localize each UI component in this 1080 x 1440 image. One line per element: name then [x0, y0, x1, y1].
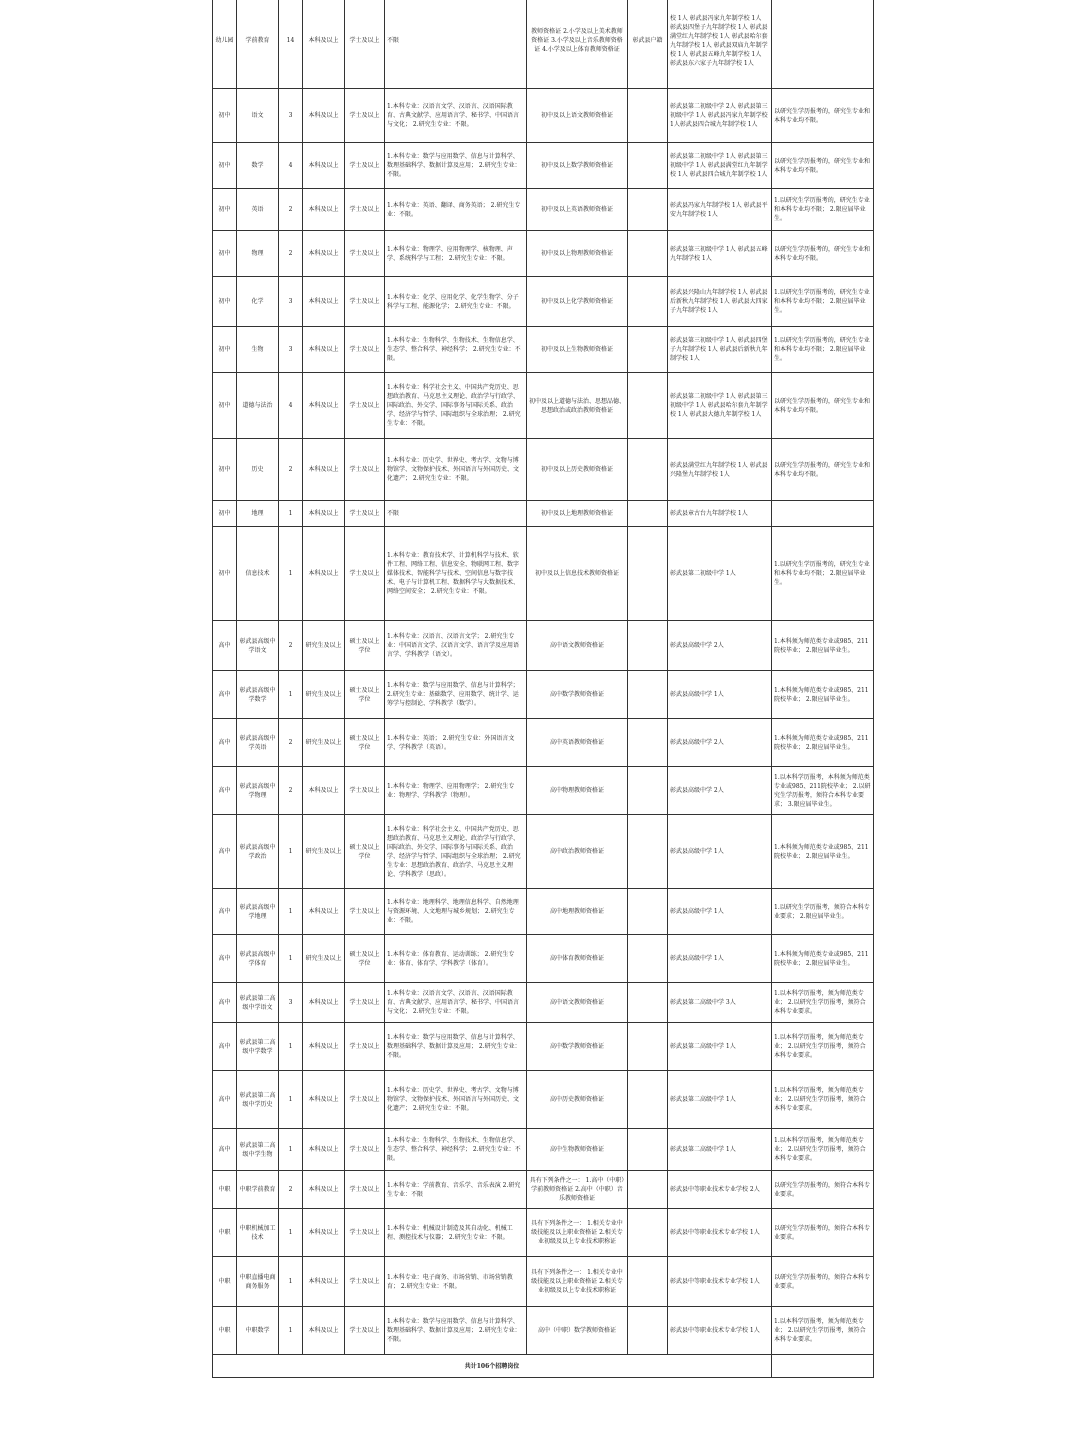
- household-cell: [628, 719, 668, 767]
- certificate-cell: 高中数学教师资格证: [527, 671, 628, 719]
- table-row: [213, 815, 874, 889]
- education-cell: 本科及以上: [303, 0, 345, 89]
- school-cell: 彰武县高级中学 2人: [668, 719, 772, 767]
- table-row: [213, 1171, 874, 1209]
- note-cell: 1.以本科学历报考，本科须为师范类专业或985、211院校毕业； 2.以研究生学历报考，须符合本科专业要求； 3.限应届毕业生。: [772, 767, 874, 815]
- subject-cell: 彰武县第二高级中学数学: [237, 1023, 279, 1071]
- count-cell: 1: [279, 1209, 303, 1257]
- major-cell: 1.本科专业：汉语言、汉语言文学； 2.研究生专业：中国语言文学、汉语言文学、语言学及应用语言学、学科教学（语文）。: [385, 621, 527, 671]
- count-cell: 14: [279, 0, 303, 89]
- certificate-cell: 高中地理教师资格证: [527, 889, 628, 935]
- school-cell: 彰武县第二初级中学 1人 彰武县第三初级中学 1人 彰武县哈尔套九年制学校 1人 彰武县大德九年制学校 1人: [668, 373, 772, 439]
- count-cell: 2: [279, 189, 303, 231]
- major-cell: 1.本科专业：英语、翻译、商务英语； 2.研究生专业：不限。: [385, 189, 527, 231]
- subject-cell: 彰武县高级中学地理: [237, 889, 279, 935]
- note-cell: 1.以本科学历报考，须为师范类专业； 2.以研究生学历报考，须符合本科专业要求。: [772, 1129, 874, 1171]
- subject-cell: 地理: [237, 501, 279, 527]
- count-cell: 4: [279, 373, 303, 439]
- household-cell: [628, 143, 668, 189]
- count-cell: 1: [279, 501, 303, 527]
- count-cell: 1: [279, 1023, 303, 1071]
- table-row: [213, 277, 874, 327]
- household-cell: [628, 1209, 668, 1257]
- count-cell: 2: [279, 767, 303, 815]
- level-cell: 高中: [213, 983, 237, 1023]
- note-cell: 1.以研究生学历报考，须符合本科专业要求； 2.限应届毕业生。: [772, 889, 874, 935]
- degree-cell: 硕士及以上学位: [345, 621, 385, 671]
- level-cell: 初中: [213, 143, 237, 189]
- table-row: [213, 767, 874, 815]
- major-cell: 1.本科专业：地理科学、地理信息科学、自然地理与资源环境、人文地理与城乡规划； 2.研究生专业：不限。: [385, 889, 527, 935]
- degree-cell: 学士及以上: [345, 327, 385, 373]
- note-cell: 以研究生学历报考的，研究生专业和本科专业均不限。: [772, 89, 874, 143]
- school-cell: 彰武县第二高级中学 1人: [668, 1129, 772, 1171]
- count-cell: 3: [279, 983, 303, 1023]
- certificate-cell: 具有下列条件之一： 1.相关专业中级技能及以上职业资格证 2.相关专业初级及以上专业技术职称证: [527, 1209, 628, 1257]
- table-row: [213, 1023, 874, 1071]
- major-cell: 1.本科专业：化学、应用化学、化学生物学、分子科学与工程、能源化学； 2.研究生专业：不限。: [385, 277, 527, 327]
- certificate-cell: 高中体育教师资格证: [527, 935, 628, 983]
- count-cell: 1: [279, 1071, 303, 1129]
- note-cell: [772, 501, 874, 527]
- table-row: [213, 1257, 874, 1307]
- school-cell: 彰武县兴隆山九年制学校 1人 彰武县后新秋九年制学校 1人 彰武县大四家子九年制学校 1人: [668, 277, 772, 327]
- major-cell: 1.本科专业：机械设计制造及其自动化、机械工程、测控技术与仪器； 2.研究生专业：不限。: [385, 1209, 527, 1257]
- level-cell: 高中: [213, 1071, 237, 1129]
- table-row: [213, 89, 874, 143]
- subject-cell: 物理: [237, 231, 279, 277]
- level-cell: 中职: [213, 1171, 237, 1209]
- certificate-cell: 初中及以上地理教师资格证: [527, 501, 628, 527]
- school-cell: 彰武县第二高级中学 1人: [668, 1023, 772, 1071]
- certificate-cell: 初中及以上历史教师资格证: [527, 439, 628, 501]
- degree-cell: 硕士及以上学位: [345, 935, 385, 983]
- table-row: [213, 671, 874, 719]
- count-cell: 1: [279, 815, 303, 889]
- note-cell: 以研究生学历报考的，须符合本科专业要求。: [772, 1209, 874, 1257]
- household-cell: [628, 89, 668, 143]
- subject-cell: 化学: [237, 277, 279, 327]
- subject-cell: 语文: [237, 89, 279, 143]
- note-cell: 以研究生学历报考的，研究生专业和本科专业均不限。: [772, 143, 874, 189]
- level-cell: 高中: [213, 935, 237, 983]
- certificate-cell: 初中及以上英语教师资格证: [527, 189, 628, 231]
- count-cell: 3: [279, 89, 303, 143]
- degree-cell: 学士及以上: [345, 1209, 385, 1257]
- degree-cell: 学士及以上: [345, 767, 385, 815]
- school-cell: 彰武县第二初级中学 2人 彰武县第三初级中学 1人 彰武县冯家九年制学校 1人彰武县四合城九年制学校 1人: [668, 89, 772, 143]
- level-cell: 初中: [213, 231, 237, 277]
- count-cell: 2: [279, 719, 303, 767]
- subject-cell: 中职数学: [237, 1307, 279, 1355]
- education-cell: 本科及以上: [303, 1171, 345, 1209]
- education-cell: 本科及以上: [303, 1257, 345, 1307]
- subject-cell: 彰武县第二高级中学历史: [237, 1071, 279, 1129]
- household-cell: [628, 815, 668, 889]
- note-cell: 1.本科须为师范类专业或985、211院校毕业； 2.限应届毕业生。: [772, 935, 874, 983]
- count-cell: 2: [279, 439, 303, 501]
- degree-cell: 硕士及以上学位: [345, 815, 385, 889]
- certificate-cell: 初中及以上语文教师资格证: [527, 89, 628, 143]
- school-cell: 彰武县中等职业技术专业学校 1人: [668, 1209, 772, 1257]
- school-cell: 彰武县高级中学 2人: [668, 621, 772, 671]
- subject-cell: 彰武县高级中学英语: [237, 719, 279, 767]
- table-row: [213, 527, 874, 621]
- table-row: [213, 501, 874, 527]
- note-cell: 以研究生学历报考的，须符合本科专业要求。: [772, 1257, 874, 1307]
- subject-cell: 中职学前教育: [237, 1171, 279, 1209]
- household-cell: [628, 671, 668, 719]
- level-cell: 高中: [213, 621, 237, 671]
- school-cell: 彰武县第二高级中学 3人: [668, 983, 772, 1023]
- table-row: [213, 1071, 874, 1129]
- note-cell: 1.以本科学历报考，须为师范类专业； 2.以研究生学历报考，须符合本科专业要求。: [772, 1307, 874, 1355]
- certificate-cell: 高中（中职）数学教师资格证: [527, 1307, 628, 1355]
- recruitment-table: [212, 0, 874, 1378]
- note-cell: 1.以研究生学历报考的，研究生专业和本科专业均不限； 2.限应届毕业生。: [772, 189, 874, 231]
- note-cell: 以研究生学历报考的，研究生专业和本科专业均不限。: [772, 439, 874, 501]
- school-cell: 彰武县第三初级中学 1人 彰武县四堡子九年制学校 1人 彰武县后新秋九年制学校 1人: [668, 327, 772, 373]
- major-cell: 1.本科专业：科学社会主义、中国共产党历史、思想政治教育、马克思主义理论、政治学与行政学、国际政治、外交学、国际事务与国际关系、政治学、经济学与哲学、国际组织与全球治理； 2.研究生专业：不限。: [385, 373, 527, 439]
- education-cell: 本科及以上: [303, 1071, 345, 1129]
- degree-cell: 学士及以上: [345, 143, 385, 189]
- education-cell: 本科及以上: [303, 527, 345, 621]
- level-cell: 高中: [213, 1023, 237, 1071]
- certificate-cell: 初中及以上化学教师资格证: [527, 277, 628, 327]
- certificate-cell: 初中及以上生物教师资格证: [527, 327, 628, 373]
- household-cell: [628, 373, 668, 439]
- school-cell: 彰武县高级中学 1人: [668, 935, 772, 983]
- note-cell: 1.本科须为师范类专业或985、211院校毕业； 2.限应届毕业生。: [772, 719, 874, 767]
- subject-cell: 彰武县高级中学政治: [237, 815, 279, 889]
- count-cell: 2: [279, 1171, 303, 1209]
- level-cell: 高中: [213, 671, 237, 719]
- education-cell: 本科及以上: [303, 501, 345, 527]
- count-cell: 1: [279, 527, 303, 621]
- education-cell: 本科及以上: [303, 1129, 345, 1171]
- household-cell: [628, 439, 668, 501]
- certificate-cell: 具有下列条件之一： 1.相关专业中级技能及以上职业资格证 2.相关专业初级及以上专业技术职称证: [527, 1257, 628, 1307]
- subject-cell: 学前教育: [237, 0, 279, 89]
- major-cell: 1.本科专业：物理学、应用物理学； 2.研究生专业：物理学、学科教学（物理）。: [385, 767, 527, 815]
- note-cell: 1.本科须为师范类专业或985、211院校毕业； 2.限应届毕业生。: [772, 621, 874, 671]
- school-cell: 彰武县高级中学 1人: [668, 671, 772, 719]
- education-cell: 本科及以上: [303, 889, 345, 935]
- certificate-cell: 初中及以上物理教师资格证: [527, 231, 628, 277]
- count-cell: 2: [279, 231, 303, 277]
- major-cell: 1.本科专业：生物科学、生物技术、生物信息学、生态学、整合科学、神经科学； 2.研究生专业：不限。: [385, 1129, 527, 1171]
- degree-cell: 学士及以上: [345, 889, 385, 935]
- major-cell: 1.本科专业：英语； 2.研究生专业：外国语言文学、学科教学（英语）。: [385, 719, 527, 767]
- degree-cell: 学士及以上: [345, 189, 385, 231]
- certificate-cell: 高中生物教师资格证: [527, 1129, 628, 1171]
- degree-cell: 学士及以上: [345, 1307, 385, 1355]
- education-cell: 研究生及以上: [303, 815, 345, 889]
- degree-cell: 学士及以上: [345, 527, 385, 621]
- subject-cell: 数学: [237, 143, 279, 189]
- school-cell: 彰武县第二初级中学 1人: [668, 527, 772, 621]
- degree-cell: 学士及以上: [345, 1257, 385, 1307]
- school-cell: 彰武县章古台九年制学校 1人: [668, 501, 772, 527]
- degree-cell: 学士及以上: [345, 0, 385, 89]
- household-cell: [628, 189, 668, 231]
- major-cell: 1.本科专业：数学与应用数学、信息与计算科学、数理基础科学、数据计算及应用； 2.研究生专业：不限。: [385, 143, 527, 189]
- major-cell: 1.本科专业：学前教育、音乐学、音乐表演 2.研究生专业：不限: [385, 1171, 527, 1209]
- household-cell: [628, 1257, 668, 1307]
- household-cell: [628, 527, 668, 621]
- school-cell: 彰武县中等职业技术专业学校 1人: [668, 1257, 772, 1307]
- education-cell: 本科及以上: [303, 143, 345, 189]
- subject-cell: 历史: [237, 439, 279, 501]
- subject-cell: 中职直播电商商务服务: [237, 1257, 279, 1307]
- school-cell: 彰武县第二初级中学 1人 彰武县第三初级中学 1人 彰武县满堂红九年制学校 1人 彰武县四合城九年制学校 1人: [668, 143, 772, 189]
- note-cell: [772, 0, 874, 89]
- subject-cell: 彰武县高级中学体育: [237, 935, 279, 983]
- education-cell: 本科及以上: [303, 983, 345, 1023]
- education-cell: 本科及以上: [303, 1209, 345, 1257]
- school-cell: 彰武县满堂红九年制学校 1人 彰武县兴隆堡九年制学校 1人: [668, 439, 772, 501]
- major-cell: 1.本科专业：教育技术学、计算机科学与技术、软件工程、网络工程、信息安全、物联网工程、数字媒体技术、智能科学与技术、空间信息与数字技术、电子与计算机工程、数据科学与大数据技术、网络空间安全； 2.研究生专业：不限。: [385, 527, 527, 621]
- degree-cell: 学士及以上: [345, 983, 385, 1023]
- major-cell: 1.本科专业：数学与应用数学、信息与计算科学； 2.研究生专业：基础数学、应用数学、统计学、运筹学与控制论、学科教学（数学）。: [385, 671, 527, 719]
- subject-cell: 彰武县高级中学物理: [237, 767, 279, 815]
- school-cell: 彰武县高级中学 2人: [668, 767, 772, 815]
- table-row: [213, 327, 874, 373]
- note-cell: 1.以研究生学历报考的，研究生专业和本科专业均不限； 2.限应届毕业生。: [772, 277, 874, 327]
- education-cell: 研究生及以上: [303, 935, 345, 983]
- major-cell: 1.本科专业：体育教育、运动训练； 2.研究生专业：体育、体育学、学科教学（体育）。: [385, 935, 527, 983]
- major-cell: 1.本科专业：生物科学、生物技术、生物信息学、生态学、整合科学、神经科学； 2.研究生专业：不限。: [385, 327, 527, 373]
- household-cell: [628, 935, 668, 983]
- count-cell: 3: [279, 327, 303, 373]
- level-cell: 高中: [213, 719, 237, 767]
- education-cell: 本科及以上: [303, 89, 345, 143]
- level-cell: 初中: [213, 501, 237, 527]
- major-cell: 1.本科专业：汉语言文学、汉语言、汉语国际教育、古典文献学、应用语言学、秘书学、中国语言与文化； 2.研究生专业：不限。: [385, 89, 527, 143]
- table-row: [213, 621, 874, 671]
- certificate-cell: 初中及以上数学教师资格证: [527, 143, 628, 189]
- total-label: 共计106个招聘岗位: [213, 1355, 772, 1378]
- household-cell: [628, 327, 668, 373]
- certificate-cell: 高中英语教师资格证: [527, 719, 628, 767]
- count-cell: 1: [279, 1257, 303, 1307]
- note-cell: 1.以本科学历报考，须为师范类专业； 2.以研究生学历报考，须符合本科专业要求。: [772, 1023, 874, 1071]
- certificate-cell: 高中数学教师资格证: [527, 1023, 628, 1071]
- degree-cell: 学士及以上: [345, 1023, 385, 1071]
- count-cell: 3: [279, 277, 303, 327]
- household-cell: 彰武县户籍: [628, 0, 668, 89]
- degree-cell: 硕士及以上学位: [345, 719, 385, 767]
- note-cell: 1.本科须为师范类专业或985、211院校毕业； 2.限应届毕业生。: [772, 671, 874, 719]
- degree-cell: 学士及以上: [345, 231, 385, 277]
- education-cell: 本科及以上: [303, 1307, 345, 1355]
- level-cell: 中职: [213, 1307, 237, 1355]
- table-row: [213, 1209, 874, 1257]
- subject-cell: 彰武县高级中学语文: [237, 621, 279, 671]
- level-cell: 初中: [213, 327, 237, 373]
- note-cell: 1.以研究生学历报考的，研究生专业和本科专业均不限； 2.限应届毕业生。: [772, 327, 874, 373]
- household-cell: [628, 621, 668, 671]
- note-cell: 以研究生学历报考的，研究生专业和本科专业均不限。: [772, 373, 874, 439]
- degree-cell: 学士及以上: [345, 277, 385, 327]
- count-cell: 1: [279, 1307, 303, 1355]
- table-row: [213, 889, 874, 935]
- level-cell: 高中: [213, 815, 237, 889]
- level-cell: 初中: [213, 527, 237, 621]
- table-row: [213, 719, 874, 767]
- education-cell: 本科及以上: [303, 327, 345, 373]
- level-cell: 高中: [213, 889, 237, 935]
- education-cell: 本科及以上: [303, 767, 345, 815]
- education-cell: 本科及以上: [303, 189, 345, 231]
- note-cell: 1.以本科学历报考，须为师范类专业； 2.以研究生学历报考，须符合本科专业要求。: [772, 1071, 874, 1129]
- subject-cell: 彰武县第二高级中学生物: [237, 1129, 279, 1171]
- major-cell: 1.本科专业：物理学、应用物理学、核物理、声学、系统科学与工程； 2.研究生专业：不限。: [385, 231, 527, 277]
- level-cell: 高中: [213, 767, 237, 815]
- household-cell: [628, 501, 668, 527]
- household-cell: [628, 1307, 668, 1355]
- household-cell: [628, 889, 668, 935]
- note-cell: 1.以研究生学历报考的，研究生专业和本科专业均不限； 2.限应届毕业生。: [772, 527, 874, 621]
- degree-cell: 学士及以上: [345, 439, 385, 501]
- table-row: [213, 189, 874, 231]
- household-cell: [628, 1023, 668, 1071]
- count-cell: 1: [279, 671, 303, 719]
- household-cell: [628, 1171, 668, 1209]
- level-cell: 中职: [213, 1209, 237, 1257]
- household-cell: [628, 767, 668, 815]
- table-row: [213, 0, 874, 89]
- education-cell: 本科及以上: [303, 439, 345, 501]
- degree-cell: 学士及以上: [345, 1129, 385, 1171]
- school-cell: 彰武县冯家九年制学校 1人 彰武县平安九年制学校 1人: [668, 189, 772, 231]
- degree-cell: 硕士及以上学位: [345, 671, 385, 719]
- subject-cell: 信息技术: [237, 527, 279, 621]
- education-cell: 研究生及以上: [303, 671, 345, 719]
- education-cell: 研究生及以上: [303, 719, 345, 767]
- education-cell: 研究生及以上: [303, 621, 345, 671]
- education-cell: 本科及以上: [303, 277, 345, 327]
- total-row: [213, 1355, 874, 1378]
- certificate-cell: 初中及以上道德与法治、思想品德、思想政治或政治教师资格证: [527, 373, 628, 439]
- certificate-cell: 高中语文教师资格证: [527, 983, 628, 1023]
- note-cell: 以研究生学历报考的，须符合本科专业要求。: [772, 1171, 874, 1209]
- major-cell: 1.本科专业：数学与应用数学、信息与计算科学、数理基础科学、数据计算及应用； 2.研究生专业：不限。: [385, 1023, 527, 1071]
- note-cell: 以研究生学历报考的，研究生专业和本科专业均不限。: [772, 231, 874, 277]
- table-row: [213, 1129, 874, 1171]
- school-cell: 彰武县第三初级中学 1人 彰武县五峰九年制学校 1人: [668, 231, 772, 277]
- degree-cell: 学士及以上: [345, 373, 385, 439]
- degree-cell: 学士及以上: [345, 89, 385, 143]
- certificate-cell: 高中语文教师资格证: [527, 621, 628, 671]
- subject-cell: 中职机械加工技术: [237, 1209, 279, 1257]
- table-row: [213, 143, 874, 189]
- certificate-cell: 高中物理教师资格证: [527, 767, 628, 815]
- subject-cell: 彰武县第二高级中学语文: [237, 983, 279, 1023]
- major-cell: 1.本科专业：汉语言文学、汉语言、汉语国际教育、古典文献学、应用语言学、秘书学、中国语言与文化； 2.研究生专业：不限。: [385, 983, 527, 1023]
- education-cell: 本科及以上: [303, 231, 345, 277]
- subject-cell: 生物: [237, 327, 279, 373]
- level-cell: 初中: [213, 89, 237, 143]
- count-cell: 1: [279, 889, 303, 935]
- major-cell: 1.本科专业：电子商务、市场营销、市场营销教育； 2.研究生专业：不限。: [385, 1257, 527, 1307]
- level-cell: 初中: [213, 439, 237, 501]
- table-row: [213, 439, 874, 501]
- table-row: [213, 935, 874, 983]
- household-cell: [628, 1071, 668, 1129]
- household-cell: [628, 1129, 668, 1171]
- level-cell: 高中: [213, 1129, 237, 1171]
- certificate-cell: 具有下列条件之一： 1.高中（中职）学前教师资格证 2.高中（中职）音乐教师资格证: [527, 1171, 628, 1209]
- household-cell: [628, 277, 668, 327]
- count-cell: 4: [279, 143, 303, 189]
- total-note-cell: [772, 1355, 874, 1378]
- major-cell: 不限: [385, 501, 527, 527]
- school-cell: 校 1人 彰武县冯家九年制学校 1人 彰武县四堡子九年制学校 1人 彰武县满堂红九年制学校 1人 彰武县哈尔套九年制学校 1人 彰武县双庙九年制学校 1人 彰武县五峰九年制学校 1人 彰武县东六家子九年制学校 1人: [668, 0, 772, 89]
- count-cell: 1: [279, 1129, 303, 1171]
- subject-cell: 道德与法治: [237, 373, 279, 439]
- household-cell: [628, 983, 668, 1023]
- certificate-cell: 高中历史教师资格证: [527, 1071, 628, 1129]
- education-cell: 本科及以上: [303, 1023, 345, 1071]
- major-cell: 1.本科专业：数学与应用数学、信息与计算科学、数理基础科学、数据计算及应用； 2.研究生专业：不限。: [385, 1307, 527, 1355]
- certificate-cell: 教师资格证 2.小学及以上美术教师资格证 3.小学及以上音乐教师资格证 4.小学及以上体育教师资格证: [527, 0, 628, 89]
- table-row: [213, 983, 874, 1023]
- subject-cell: 彰武县高级中学数学: [237, 671, 279, 719]
- table-row: [213, 1307, 874, 1355]
- level-cell: 初中: [213, 189, 237, 231]
- note-cell: 1.以本科学历报考，须为师范类专业； 2.以研究生学历报考，须符合本科专业要求。: [772, 983, 874, 1023]
- household-cell: [628, 231, 668, 277]
- table-row: [213, 373, 874, 439]
- school-cell: 彰武县高级中学 1人: [668, 889, 772, 935]
- level-cell: 初中: [213, 373, 237, 439]
- level-cell: 初中: [213, 277, 237, 327]
- school-cell: 彰武县中等职业技术专业学校 2人: [668, 1171, 772, 1209]
- school-cell: 彰武县高级中学 1人: [668, 815, 772, 889]
- education-cell: 本科及以上: [303, 373, 345, 439]
- subject-cell: 英语: [237, 189, 279, 231]
- level-cell: 幼儿园: [213, 0, 237, 89]
- certificate-cell: 高中政治教师资格证: [527, 815, 628, 889]
- school-cell: 彰武县中等职业技术专业学校 1人: [668, 1307, 772, 1355]
- degree-cell: 学士及以上: [345, 501, 385, 527]
- major-cell: 1.本科专业：历史学、世界史、考古学、文物与博物馆学、文物保护技术、外国语言与外国历史、文化遗产； 2.研究生专业：不限。: [385, 439, 527, 501]
- certificate-cell: 初中及以上信息技术教师资格证: [527, 527, 628, 621]
- note-cell: 1.本科须为师范类专业或985、211院校毕业； 2.限应届毕业生。: [772, 815, 874, 889]
- level-cell: 中职: [213, 1257, 237, 1307]
- degree-cell: 学士及以上: [345, 1171, 385, 1209]
- count-cell: 1: [279, 935, 303, 983]
- degree-cell: 学士及以上: [345, 1071, 385, 1129]
- major-cell: 1.本科专业：历史学、世界史、考古学、文物与博物馆学、文物保护技术、外国语言与外国历史、文化遗产； 2.研究生专业：不限。: [385, 1071, 527, 1129]
- major-cell: 1.本科专业：科学社会主义、中国共产党历史、思想政治教育、马克思主义理论、政治学与行政学、国际政治、外交学、国际事务与国际关系、政治学、经济学与哲学、国际组织与全球治理； 2.研究生专业：思想政治教育、政治学、马克思主义理论、学科教学（思政）。: [385, 815, 527, 889]
- count-cell: 2: [279, 621, 303, 671]
- school-cell: 彰武县第二高级中学 1人: [668, 1071, 772, 1129]
- table-row: [213, 231, 874, 277]
- major-cell: 不限: [385, 0, 527, 89]
